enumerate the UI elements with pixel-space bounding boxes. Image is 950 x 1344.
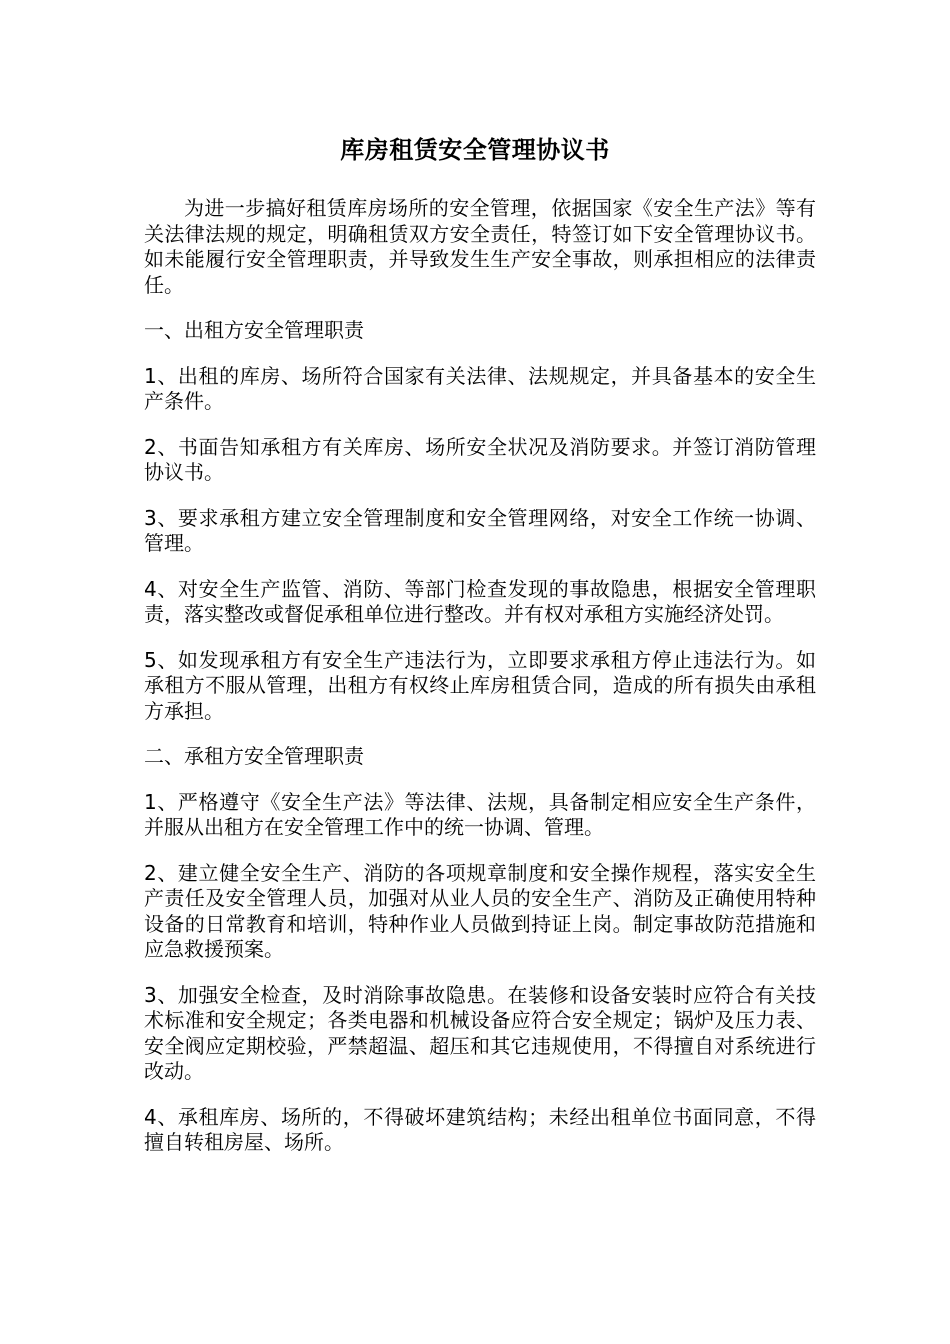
lessor-clause-1: 1、出租的库房、场所符合国家有关法律、法规规定，并具备基本的安全生产条件。 (144, 363, 816, 413)
lessee-clause-2: 2、建立健全安全生产、消防的各项规章制度和安全操作规程，落实安全生产责任及安全管理人员，加强对从业人员的安全生产、消防及正确使用特种设备的日常教育和培训，特种作业人员做到持证上岗。制定事故防范措施和应急救援预案。 (144, 860, 816, 961)
lessor-clause-4: 4、对安全生产监管、消防、等部门检查发现的事故隐患，根据安全管理职责，落实整改或督促承租单位进行整改。并有权对承租方实施经济处罚。 (144, 576, 816, 626)
section-heading-lessor: 一、出租方安全管理职责 (144, 318, 364, 342)
lessor-clause-2: 2、书面告知承租方有关库房、场所安全状况及消防要求。并签订消防管理协议书。 (144, 434, 816, 484)
document-title: 库房租赁安全管理协议书 (340, 136, 610, 164)
intro-paragraph: 为进一步搞好租赁库房场所的安全管理，依据国家《安全生产法》等有关法律法规的规定，明确租赁双方安全责任，特签订如下安全管理协议书。如未能履行安全管理职责，并导致发生生产安全事故，则承担相应的法律责任。 (144, 196, 816, 297)
lessee-clause-3: 3、加强安全检查，及时消除事故隐患。在装修和设备安装时应符合有关技术标准和安全规定；各类电器和机械设备应符合安全规定；锅炉及压力表、安全阀应定期校验，严禁超温、超压和其它违规使用，不得擅自对系统进行改动。 (144, 982, 816, 1083)
lessee-clause-4: 4、承租库房、场所的，不得破坏建筑结构；未经出租单位书面同意，不得擅自转租房屋、场所。 (144, 1104, 816, 1154)
lessee-clause-1: 1、严格遵守《安全生产法》等法律、法规，具备制定相应安全生产条件，并服从出租方在安全管理工作中的统一协调、管理。 (144, 789, 816, 839)
lessor-clause-5: 5、如发现承租方有安全生产违法行为，立即要求承租方停止违法行为。如承租方不服从管理，出租方有权终止库房租赁合同，造成的所有损失由承租方承担。 (144, 647, 816, 723)
lessor-clause-3: 3、要求承租方建立安全管理制度和安全管理网络，对安全工作统一协调、管理。 (144, 505, 816, 555)
section-heading-lessee: 二、承租方安全管理职责 (144, 744, 364, 768)
document-body (144, 196, 816, 1176)
